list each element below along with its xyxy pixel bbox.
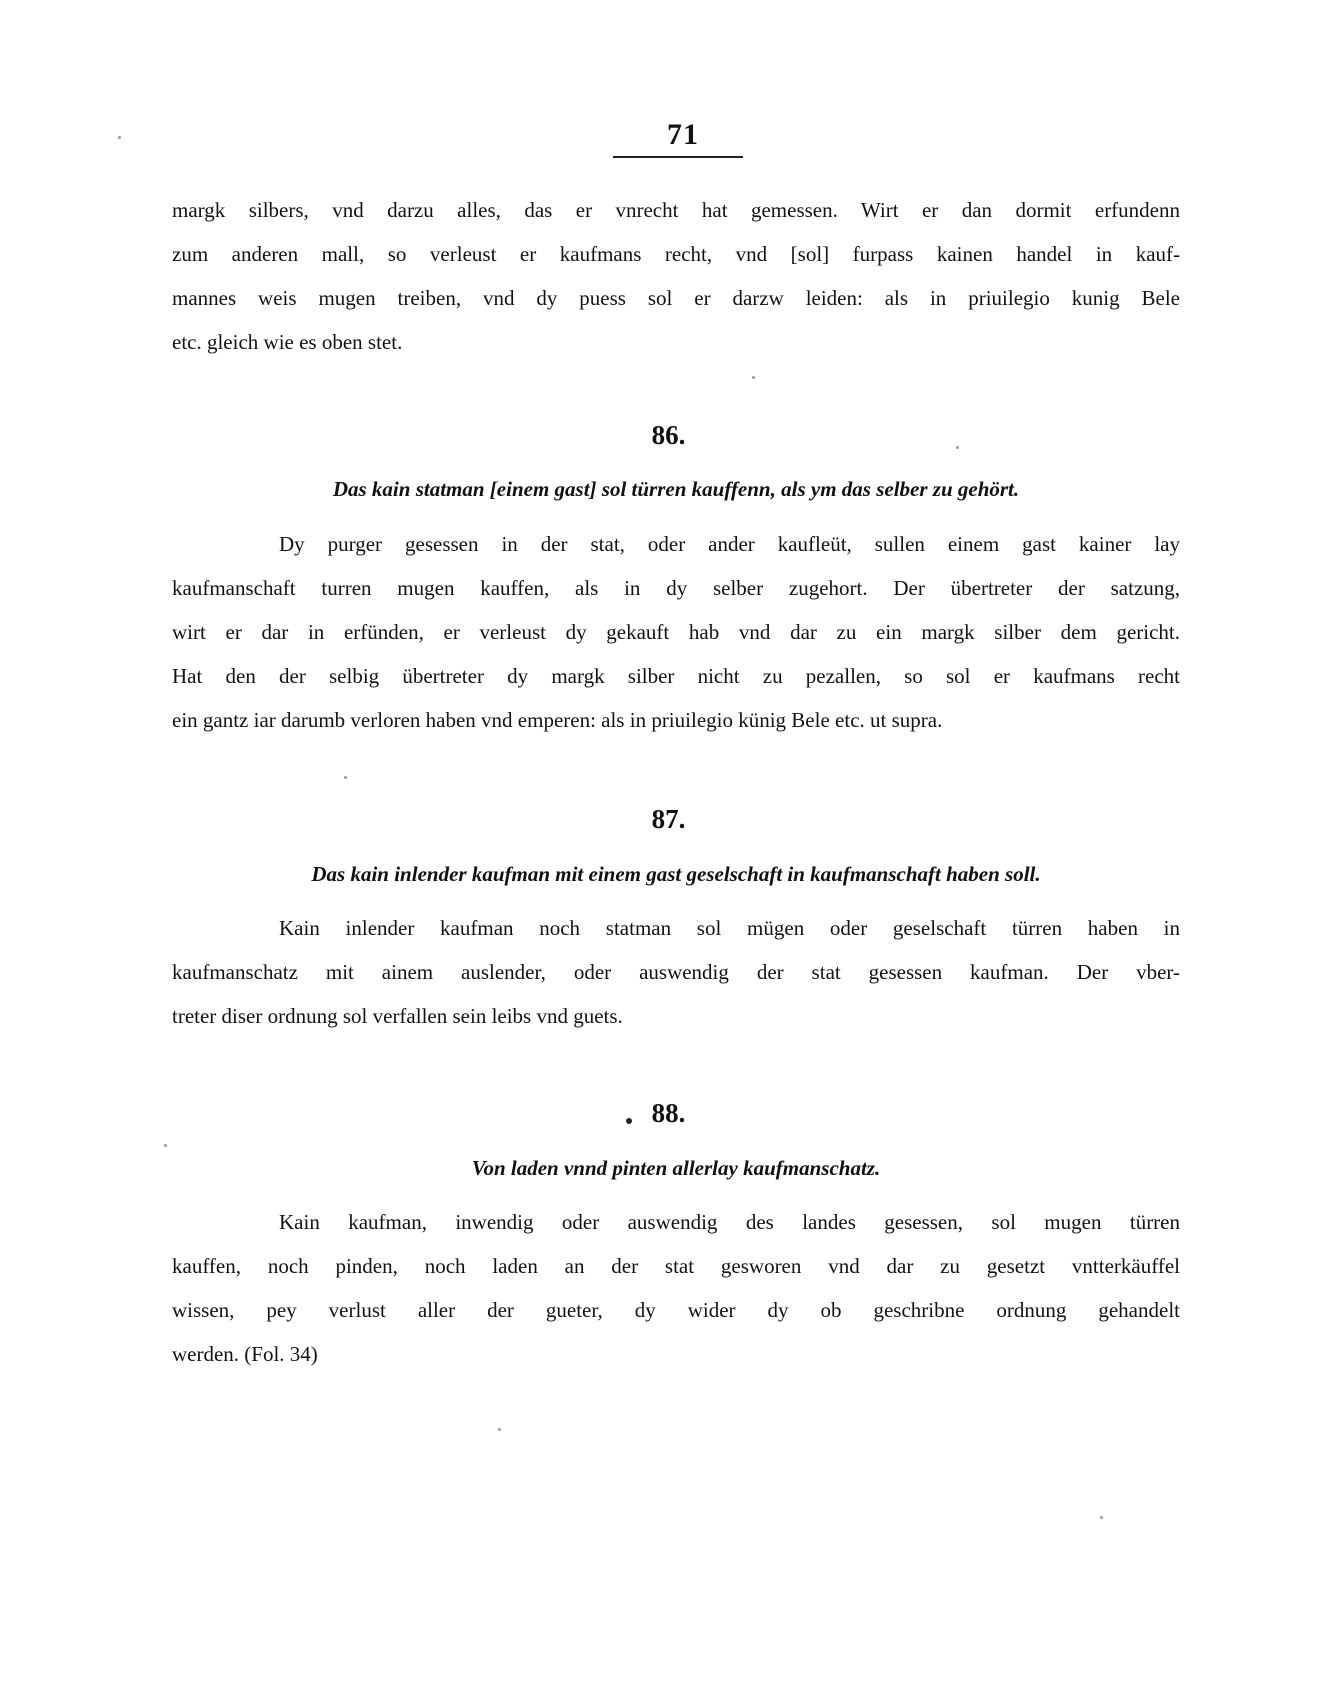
section-86-number: 86.: [651, 420, 686, 450]
scan-speck: [164, 1144, 167, 1147]
text-line: zum anderen mall, so verleust er kaufmans recht, vnd [sol] furpass kainen handel in kauf-: [172, 242, 1180, 266]
text-line: mannes weis mugen treiben, vnd dy puess sol er darzw leiden: als in priuilegio kunig Bele: [172, 286, 1180, 310]
intro-paragraph: [172, 188, 1180, 364]
scan-speck: [956, 446, 959, 449]
text-line: ein gantz iar darumb verloren haben vnd emperen: als in priuilegio künig Bele etc. ut supra.: [172, 708, 943, 732]
section-87-title: Das kain inlender kaufman mit einem gast geselschaft in kaufmanschaft haben soll.: [311, 862, 1041, 886]
section-88-paragraph: [172, 1200, 1180, 1376]
text-line: kaufmanschaft turren mugen kauffen, als in dy selber zugehort. Der übertreter der satzung,: [172, 576, 1180, 600]
page-number-rule: [613, 156, 743, 158]
scan-speck: [752, 376, 755, 379]
text-line: etc. gleich wie es oben stet.: [172, 330, 403, 354]
section-88-number: 88.: [651, 1098, 686, 1128]
text-line: werden. (Fol. 34): [172, 1342, 318, 1366]
text-line: Kain kaufman, inwendig oder auswendig des landes gesessen, sol mugen türren: [279, 1210, 1180, 1234]
scan-speck: [626, 1118, 632, 1124]
text-line: Kain inlender kaufman noch statman sol mügen oder geselschaft türren haben in: [279, 916, 1180, 940]
text-line: Hat den der selbig übertreter dy margk silber nicht zu pezallen, so sol er kaufmans recht: [172, 664, 1180, 688]
text-line: treter diser ordnung sol verfallen sein leibs vnd guets.: [172, 1004, 623, 1028]
page-number: 71: [667, 118, 699, 151]
text-line: margk silbers, vnd darzu alles, das er vnrecht hat gemessen. Wirt er dan dormit erfundenn: [172, 198, 1180, 222]
section-86-paragraph: [172, 522, 1180, 742]
text-line: kaufmanschatz mit ainem auslender, oder auswendig der stat gesessen kaufman. Der vber-: [172, 960, 1180, 984]
text-line: wissen, pey verlust aller der gueter, dy wider dy ob geschribne ordnung gehandelt: [172, 1298, 1180, 1322]
section-87-paragraph: [172, 906, 1180, 1038]
text-line: wirt er dar in erfünden, er verleust dy gekauft hab vnd dar zu ein margk silber dem gericht.: [172, 620, 1180, 644]
section-86-title: Das kain statman [einem gast] sol türren kauffenn, als ym das selber zu gehört.: [332, 477, 1020, 501]
section-87-number: 87.: [651, 804, 686, 834]
scan-speck: [498, 1428, 501, 1431]
text-line: kauffen, noch pinden, noch laden an der stat gesworen vnd dar zu gesetzt vntterkäuffel: [172, 1254, 1180, 1278]
scan-speck: [1100, 1516, 1103, 1519]
scan-speck: [344, 776, 347, 779]
section-88-title: Von laden vnnd pinten allerlay kaufmanschatz.: [471, 1156, 881, 1180]
text-line: Dy purger gesessen in der stat, oder ander kaufleüt, sullen einem gast kainer lay: [279, 532, 1180, 556]
scan-speck: [118, 136, 121, 139]
